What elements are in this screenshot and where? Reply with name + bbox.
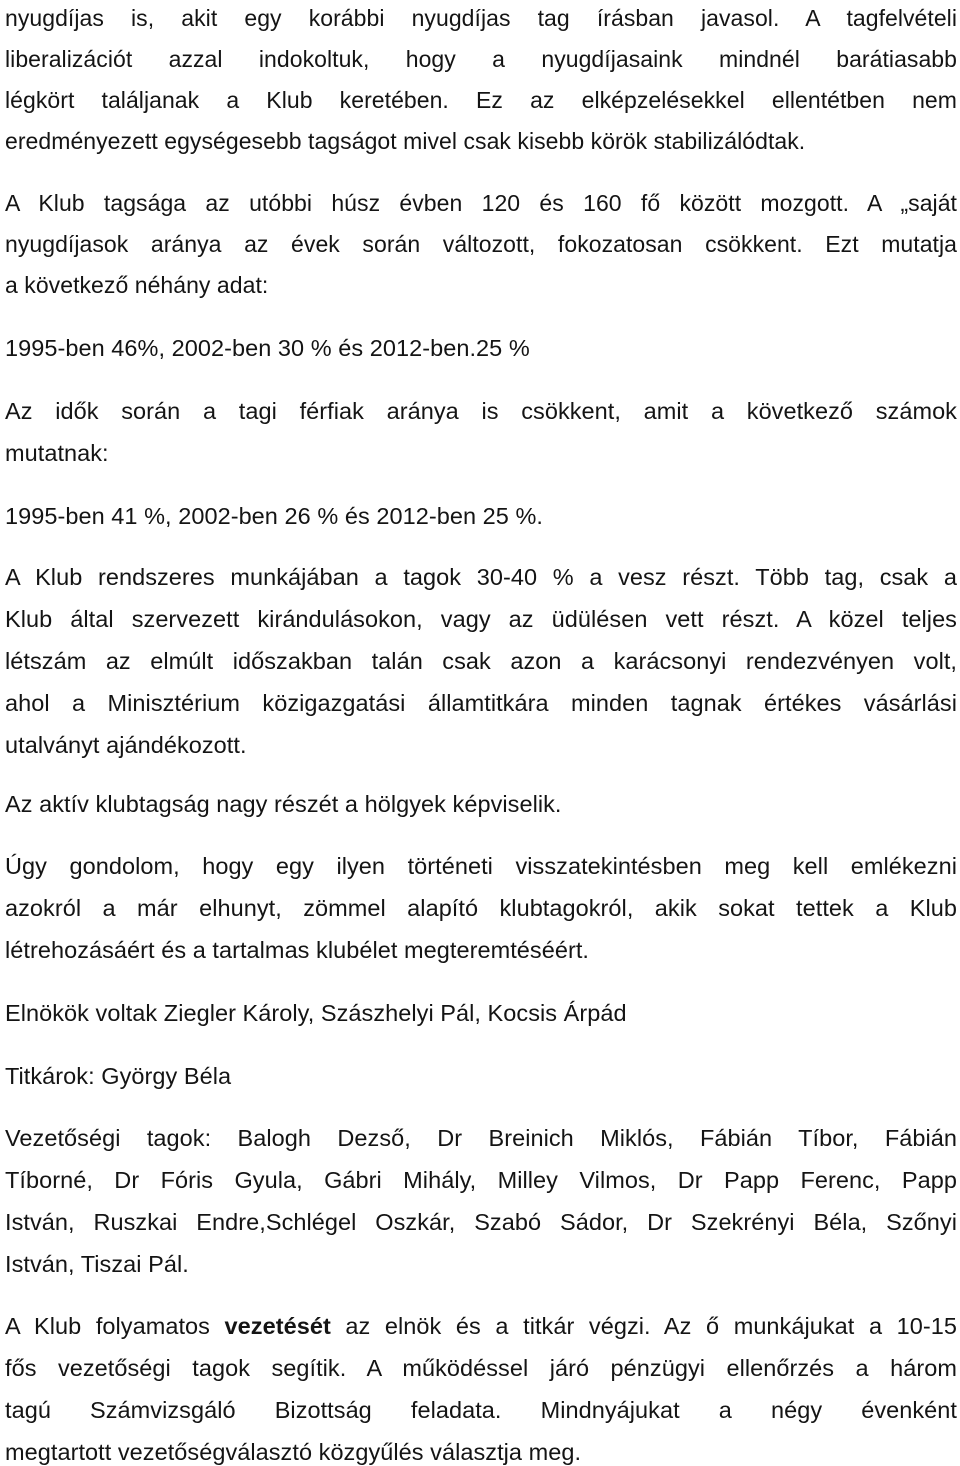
paragraph-men-ratio: [5, 495, 957, 537]
text-line: megtartott vezetőségválasztó közgyűlés választja meg.: [5, 1439, 582, 1465]
text-run: az elnök és a titkár végzi. Az ő munkájukat a 10-15: [330, 1313, 957, 1339]
text-line: utalványt ajándékozott.: [5, 732, 247, 758]
text-line: [5, 1305, 957, 1347]
paragraph-leadership: [5, 1305, 957, 1466]
emphasis-vezeteset: vezetését: [224, 1313, 331, 1339]
text-line: ahol a Minisztérium közigazgatási államtitkára minden tagnak értékes vásárlási: [5, 690, 957, 716]
paragraph-intro: [5, 0, 957, 162]
text-line: tagú Számvizsgáló Bizottság feladata. Mindnyájukat a négy évenként: [5, 1397, 957, 1423]
text-line: létszám az elmúlt időszakban talán csak azon a karácsonyi rendezvényen volt,: [5, 648, 957, 674]
paragraph-own-ratio: [5, 327, 957, 369]
paragraph-board: [5, 1117, 957, 1285]
text-line: István, Tiszai Pál.: [5, 1251, 189, 1277]
text-line: fős vezetőségi tagok segítik. A működéssel járó pénzügyi ellenőrzés a három: [5, 1355, 957, 1381]
text-line: A Klub rendszeres munkájában a tagok 30-40 % a vesz részt. Több tag, csak a: [5, 564, 957, 590]
text-line: nyugdíjasok aránya az évek során változott, fokozatosan csökkent. Ezt mutatja: [5, 231, 957, 257]
text-line: Az idők során a tagi férfiak aránya is csökkent, amit a következő számok: [5, 398, 957, 424]
text-line: Klub által szervezett kirándulásokon, vagy az üdülésen vett részt. A közel teljes: [5, 606, 957, 632]
text-line: Vezetőségi tagok: Balogh Dezső, Dr Breinich Miklós, Fábián Tíbor, Fábián: [5, 1125, 957, 1151]
paragraph-presidents: [5, 992, 957, 1034]
text-line: 1995-ben 41 %, 2002-ben 26 % és 2012-ben 25 %.: [5, 503, 543, 529]
text-line: Az aktív klubtagság nagy részét a hölgyek képviselik.: [5, 791, 562, 817]
text-line: 1995-ben 46%, 2002-ben 30 % és 2012-ben.25 %: [5, 335, 530, 361]
text-line: Elnökök voltak Ziegler Károly, Szászhelyi Pál, Kocsis Árpád: [5, 1000, 627, 1026]
text-line: Titkárok: György Béla: [5, 1063, 232, 1089]
text-line: István, Ruszkai Endre,Schlégel Oszkár, Szabó Sádor, Dr Szekrényi Béla, Szőnyi: [5, 1209, 957, 1235]
text-line: nyugdíjas is, akit egy korábbi nyugdíjas tag írásban javasol. A tagfelvételi: [5, 5, 957, 31]
paragraph-activity: [5, 556, 957, 766]
paragraph-women: [5, 783, 957, 825]
text-line: a következő néhány adat:: [5, 272, 269, 298]
text-line: Tíborné, Dr Fóris Gyula, Gábri Mihály, Milley Vilmos, Dr Papp Ferenc, Papp: [5, 1167, 957, 1193]
text-line: eredményezett egységesebb tagságot mivel csak kisebb körök stabilizálódtak.: [5, 128, 806, 154]
text-line: liberalizációt azzal indokoltuk, hogy a nyugdíjasaink mindnél barátiasabb: [5, 46, 957, 72]
text-line: A Klub tagsága az utóbbi húsz évben 120 és 160 fő között mozgott. A „saját: [5, 190, 957, 216]
paragraph-membership: [5, 183, 957, 306]
text-line: légkört találjanak a Klub keretében. Ez az elképzelésekkel ellentétben nem: [5, 87, 957, 113]
text-line: mutatnak:: [5, 440, 109, 466]
paragraph-men-ratio-intro: [5, 390, 957, 474]
paragraph-secretaries: [5, 1055, 957, 1097]
text-line: Úgy gondolom, hogy egy ilyen történeti visszatekintésben meg kell emlékezni: [5, 853, 957, 879]
text-line: azokról a már elhunyt, zömmel alapító klubtagokról, akik sokat tettek a Klub: [5, 895, 957, 921]
paragraph-memorial: [5, 845, 957, 971]
text-line: létrehozásáért és a tartalmas klubélet megteremtéséért.: [5, 937, 589, 963]
text-run: A Klub folyamatos: [5, 1313, 225, 1339]
